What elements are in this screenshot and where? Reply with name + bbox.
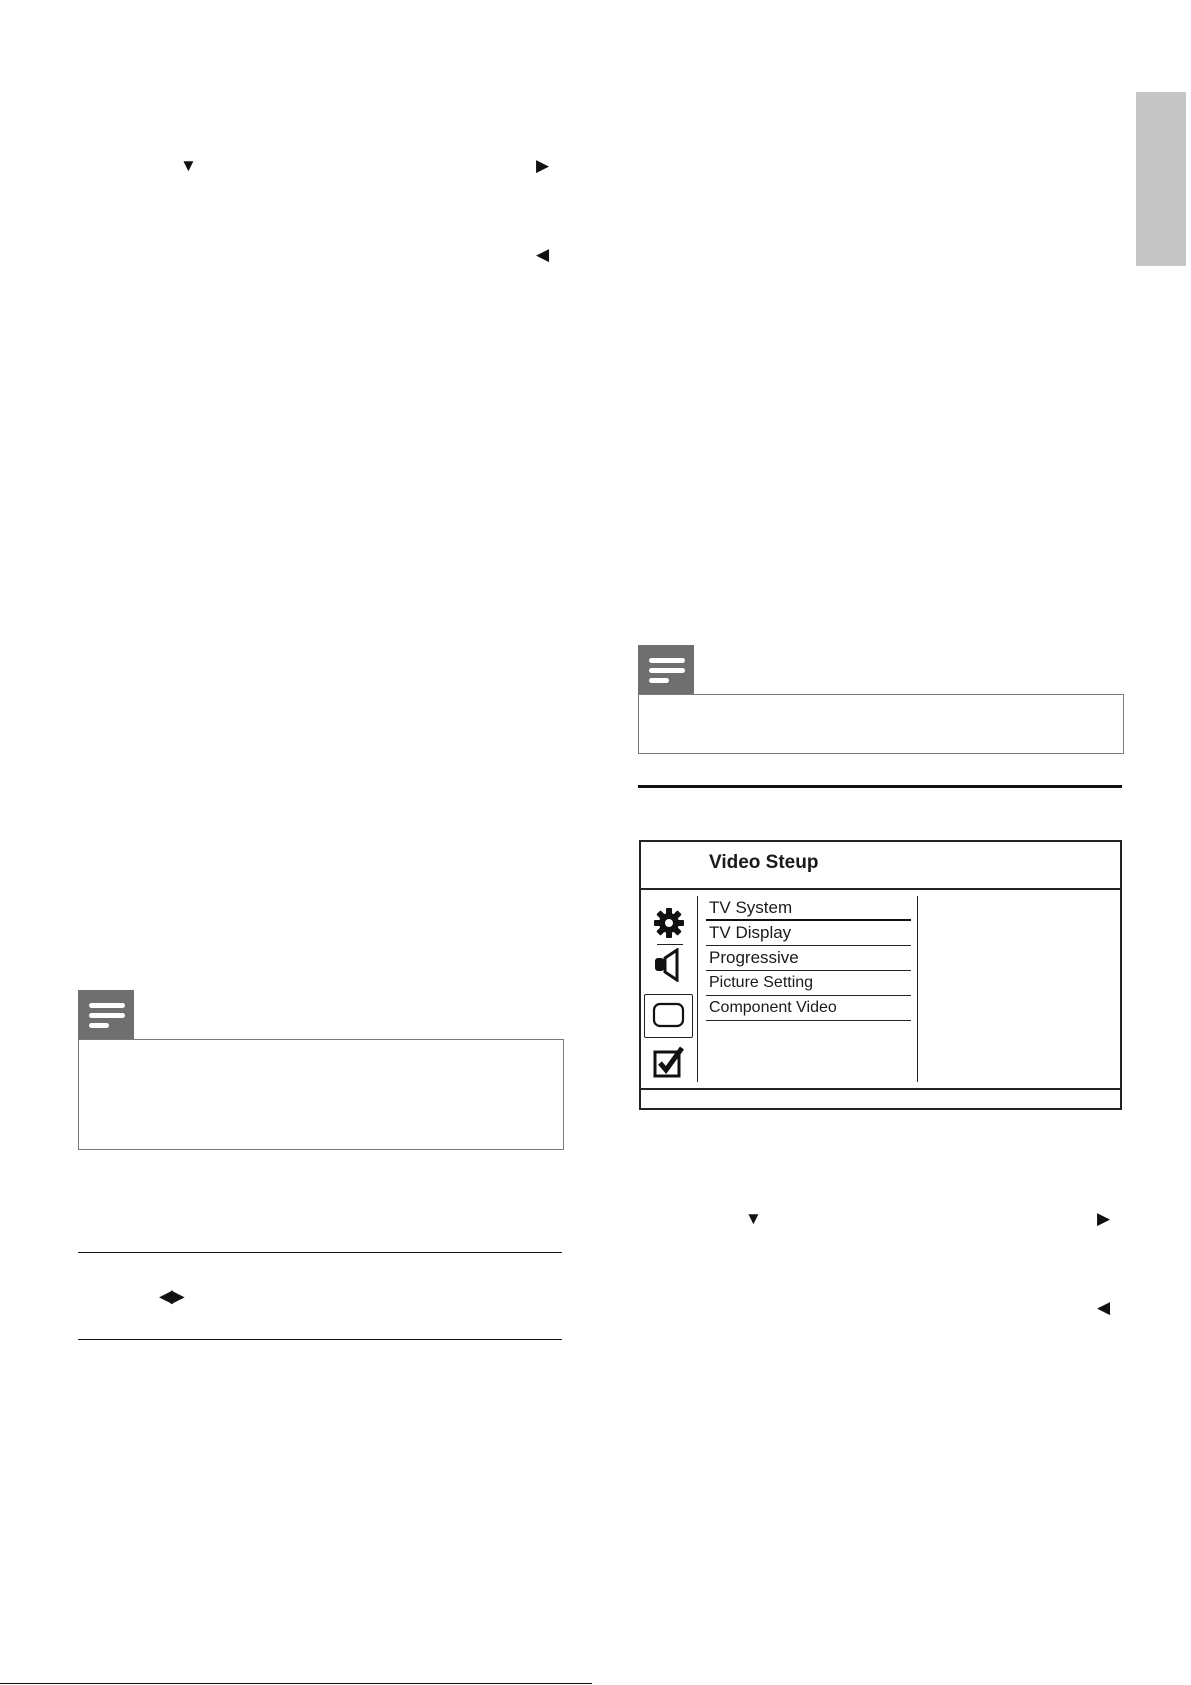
section-rule (78, 1339, 562, 1340)
left-arrow-icon: ◀ (1097, 1298, 1111, 1317)
note-box (638, 694, 1124, 754)
section-rule (78, 1252, 562, 1253)
note-icon (638, 645, 694, 695)
menu-icon-column-divider (697, 896, 698, 1082)
gear-icon[interactable] (651, 906, 687, 940)
menu-item-tv-display[interactable]: TV Display (706, 922, 911, 946)
right-arrow-icon: ▶ (1097, 1209, 1111, 1228)
icon-divider (657, 944, 683, 945)
note-box (78, 1039, 564, 1150)
menu-title: Video Steup (709, 852, 819, 873)
video-screen-icon[interactable] (644, 994, 693, 1038)
menu-item-progressive[interactable]: Progressive (706, 947, 911, 971)
right-arrow-icon: ▶ (536, 156, 550, 175)
menu-header-divider (641, 888, 1120, 890)
down-arrow-icon: ▼ (745, 1209, 762, 1228)
down-arrow-icon: ▼ (180, 156, 197, 175)
heading-rule (638, 785, 1122, 788)
left-arrow-icon: ◀ (536, 245, 550, 264)
menu-item-component-video[interactable]: Component Video (706, 997, 911, 1021)
menu-item-tv-system[interactable]: TV System (706, 897, 911, 921)
menu-footer-divider (641, 1088, 1120, 1090)
left-right-arrow-icon: ◀▶ (159, 1286, 183, 1306)
language-side-tab (1136, 92, 1186, 266)
speaker-icon[interactable] (651, 948, 687, 982)
video-setup-menu (639, 840, 1122, 1110)
menu-item-picture-setting[interactable]: Picture Setting (706, 972, 911, 996)
note-icon (78, 990, 134, 1040)
footer-rule (0, 1683, 592, 1684)
menu-value-column-divider (917, 896, 918, 1082)
checkbox-icon[interactable] (651, 1046, 687, 1080)
